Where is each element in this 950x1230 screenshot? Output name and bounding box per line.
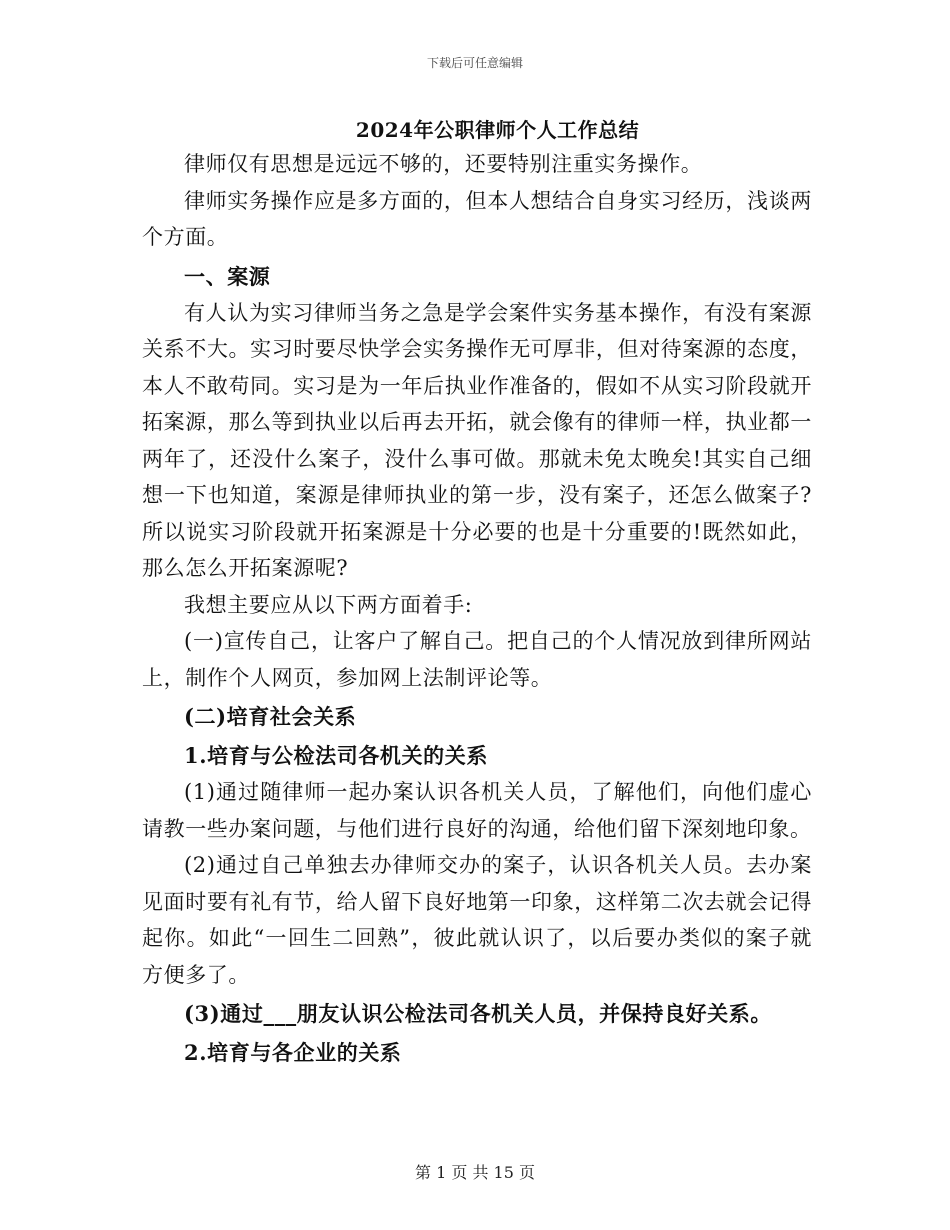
document-title: 2024年公职律师个人工作总结	[355, 118, 640, 142]
paragraph: (1)通过随律师一起办案认识各机关人员，了解他们，向他们虚心请教一些办案问题，与他们进行良好的沟通，给他们留下深刻地印象。	[142, 780, 812, 841]
section-heading: 一、案源	[184, 263, 271, 289]
paragraph: (2)通过自己单独去办律师交办的案子，认识各机关人员。去办案见面时要有礼有节，给人留下良好地第一印象，这样第二次去就会记得起你。如此“一回生二回熟”，彼此就认识了，以后要办类似的案子就方便多了。	[142, 853, 812, 987]
bold-paragraph: (3)通过___朋友认识公检法司各机关人员，并保持良好关系。	[184, 1001, 772, 1026]
paragraph: 有人认为实习律师当务之急是学会案件实务基本操作，有没有案源关系不大。实习时要尽快学会实务操作无可厚非，但对待案源的态度，本人不敢苟同。实习是为一年后执业作准备的，假如不从实习阶段就开拓案源，那么等到执业以后再去开拓，就会像有的律师一样，执业都一两年了，还没什么案子，没什么事可做。那就未免太晚矣!其实自己细想一下也知道，案源是律师执业的第一步，没有案子，还怎么做案子?所以说实习阶段就开拓案源是十分必要的也是十分重要的!既然如此，那么怎么开拓案源呢?	[142, 300, 812, 580]
subsection-heading: (二)培育社会关系	[184, 704, 357, 729]
paragraph: (一)宣传自己，让客户了解自己。把自己的个人情况放到律所网站上，制作个人网页，参加网上法制评论等。	[142, 629, 812, 690]
page-header-note: 下载后可任意编辑	[426, 56, 523, 70]
paragraph: 我想主要应从以下两方面着手:	[184, 592, 473, 617]
paragraph: 律师实务操作应是多方面的，但本人想结合自身实习经历，浅谈两个方面。	[142, 188, 812, 249]
page-number: 第 1 页 共 15 页	[415, 1163, 535, 1182]
paragraph: 律师仅有思想是远远不够的，还要特别注重实务操作。	[184, 152, 703, 176]
subsection-heading: 1.培育与公检法司各机关的关系	[184, 743, 488, 768]
document-body	[142, 146, 812, 1071]
subsection-heading: 2.培育与各企业的关系	[184, 1040, 402, 1065]
